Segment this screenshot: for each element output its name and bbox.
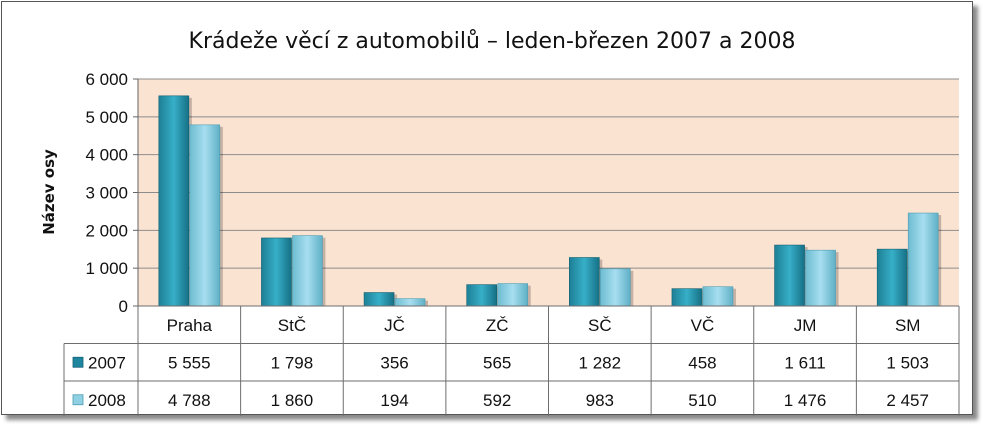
bar-2007-JČ xyxy=(364,293,394,306)
data-label: 1 611 xyxy=(784,353,826,373)
bar-2007-SM xyxy=(877,249,907,306)
data-label: 1 476 xyxy=(783,390,827,410)
bar-2007-SČ xyxy=(569,257,599,306)
y-tick-label: 5 000 xyxy=(85,107,128,127)
bar-2008-JČ xyxy=(395,299,425,306)
data-label: 1 282 xyxy=(578,353,622,373)
legend-key-2007 xyxy=(73,357,83,367)
legend-label-2008: 2008 xyxy=(88,390,126,410)
x-tick-label: VČ xyxy=(690,315,715,335)
bar-2007-Praha xyxy=(159,96,189,306)
x-tick-label: SČ xyxy=(588,315,612,335)
bar-2008-StČ xyxy=(292,236,322,306)
bar-2007-ZČ xyxy=(467,285,497,306)
data-label: 510 xyxy=(688,390,717,410)
legend-key-2008 xyxy=(73,395,83,405)
y-tick-label: 2 000 xyxy=(85,221,128,241)
x-tick-label: JM xyxy=(793,315,817,335)
y-tick-label: 4 000 xyxy=(85,145,128,165)
x-tick-label: JČ xyxy=(384,315,405,335)
y-axis-label: Název osy xyxy=(40,149,58,235)
bar-2008-VČ xyxy=(703,287,733,306)
y-tick-label: 6 000 xyxy=(85,70,128,89)
data-label: 1 503 xyxy=(886,353,929,373)
bar-2008-SM xyxy=(908,213,938,306)
data-label: 592 xyxy=(483,390,512,410)
legend-label-2007: 2007 xyxy=(88,353,126,373)
chart-frame xyxy=(1,1,973,415)
bar-2008-SČ xyxy=(600,269,630,306)
bar-2008-ZČ xyxy=(498,284,528,306)
y-tick-label: 0 xyxy=(118,297,128,316)
x-tick-label: ZČ xyxy=(485,315,509,335)
data-label: 5 555 xyxy=(168,353,211,373)
y-tick-label: 1 000 xyxy=(85,259,128,279)
bar-2007-StČ xyxy=(261,238,291,306)
data-label: 4 788 xyxy=(168,390,211,410)
y-tick-label: 3 000 xyxy=(85,183,128,203)
data-label: 194 xyxy=(380,390,409,410)
x-tick-label: StČ xyxy=(277,315,307,335)
data-label: 983 xyxy=(585,390,614,410)
bar-2008-JM xyxy=(806,250,836,306)
x-tick-label: SM xyxy=(894,315,921,335)
data-label: 2 457 xyxy=(886,390,929,410)
bar-2007-VČ xyxy=(672,289,702,306)
data-label: 458 xyxy=(688,353,717,373)
plot-area xyxy=(64,70,959,416)
bar-2007-JM xyxy=(775,245,805,306)
data-label: 1 860 xyxy=(270,390,314,410)
data-label: 356 xyxy=(380,353,409,373)
x-tick-label: Praha xyxy=(166,315,212,335)
chart-canvas xyxy=(2,2,974,416)
bar-2008-Praha xyxy=(190,125,220,306)
chart-title: Krádeže věcí z automobilů – leden-březen 2007 a 2008 xyxy=(188,29,796,54)
data-label: 565 xyxy=(483,353,512,373)
data-label: 1 798 xyxy=(270,353,314,373)
